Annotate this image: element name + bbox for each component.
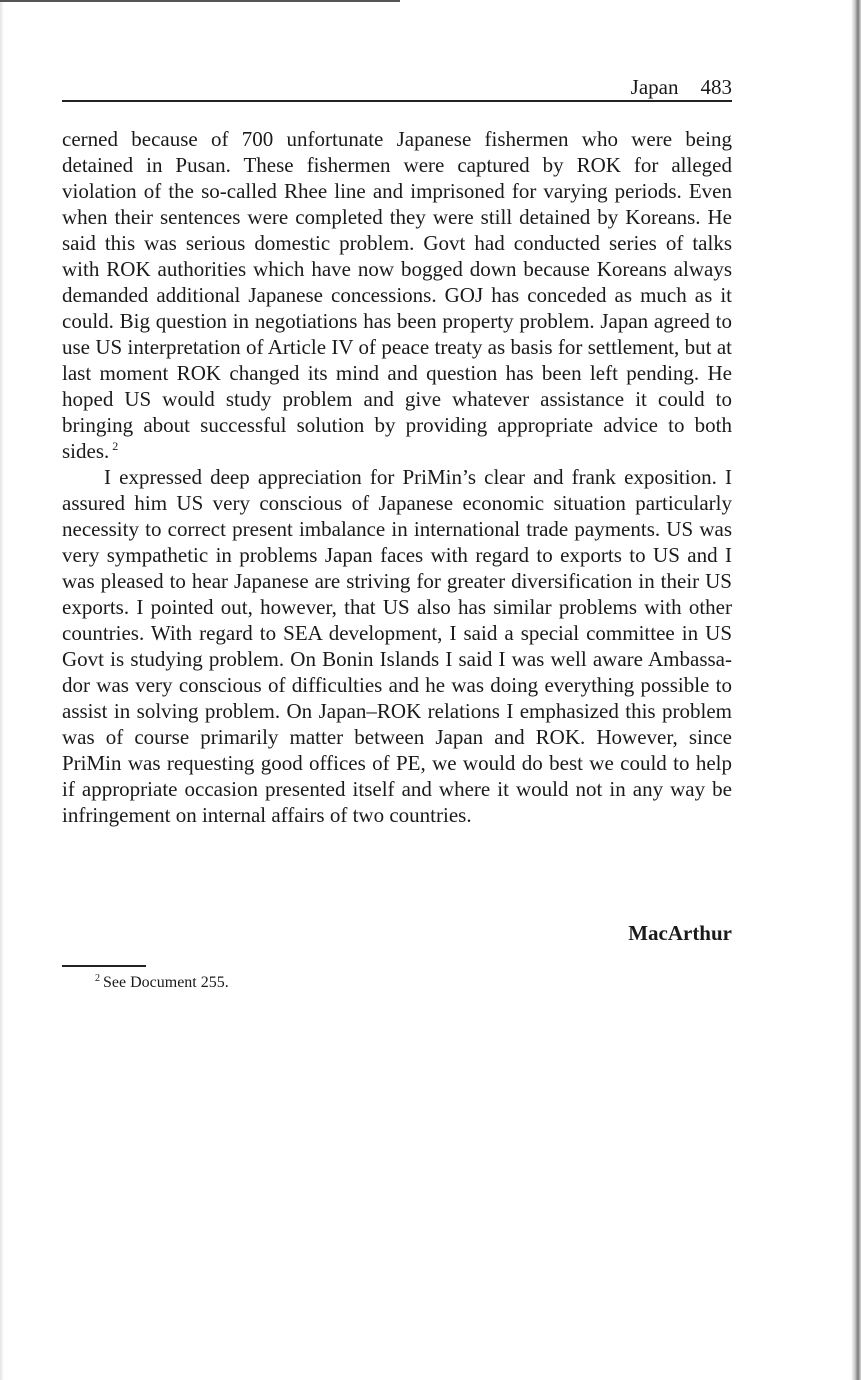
footnote-reference: 2 (112, 439, 119, 453)
page-left-edge (0, 0, 4, 1380)
running-head (62, 72, 732, 102)
document-body (62, 126, 732, 828)
footnote-number: 2 (95, 973, 100, 984)
page-number: 483 (700, 75, 732, 99)
body-paragraph-1 (62, 126, 732, 464)
footnote-rule (62, 965, 146, 967)
scan-top-rule (0, 0, 400, 2)
signature: MacArthur (628, 921, 732, 945)
paragraph-1-text: cerned because of 700 unfortunate Japanese fishermen who were being detained in Pusan. These fishermen were captured by ROK for alleged violation of the so-called Rhee line and imprisoned for varying periods. Even when their sentences were completed they were still detained by Koreans. He said this was serious domestic problem. Govt had conducted series of talks with ROK authorities which have now bogged down because Koreans always demanded additional Japanese concessions. GOJ has conceded as much as it could. Big question in negotiations has been property problem. Japan agreed to use US interpretation of Article IV of peace treaty as basis for settlement, but at last moment ROK changed its mind and question has been left pending. He hoped US would study problem and give whatever assistance it could to bringing about successful solution by providing appropriate advice to both sides. (62, 127, 732, 463)
body-paragraph-2: I expressed deep appreciation for PriMin’s clear and frank exposition. I assured him US very conscious of Japanese economic situation particularly necessity to correct present imbalance in international trade payments. US was very sympathetic in problems Japan faces with regard to exports to US and I was pleased to hear Japanese are striving for greater diversification in their US exports. I pointed out, however, that US also has similar problems with other countries. With regard to SEA development, I said a special committee in US Govt is studying problem. On Bonin Islands I said I was well aware Ambassador was very conscious of difficulties and he was doing everything possible to assist in solving problem. On Japan–ROK relations I emphasized this problem was of course primarily matter between Japan and ROK. However, since PriMin was requesting good offices of PE, we would do best we could to help if appropriate occasion presented itself and where it would not in any way be infringement on internal affairs of two countries. (62, 465, 732, 827)
page-binding-edge (851, 0, 861, 1380)
footnote (95, 972, 229, 994)
footnote-text: See Document 255. (103, 974, 229, 991)
running-head-title: Japan (630, 75, 679, 99)
